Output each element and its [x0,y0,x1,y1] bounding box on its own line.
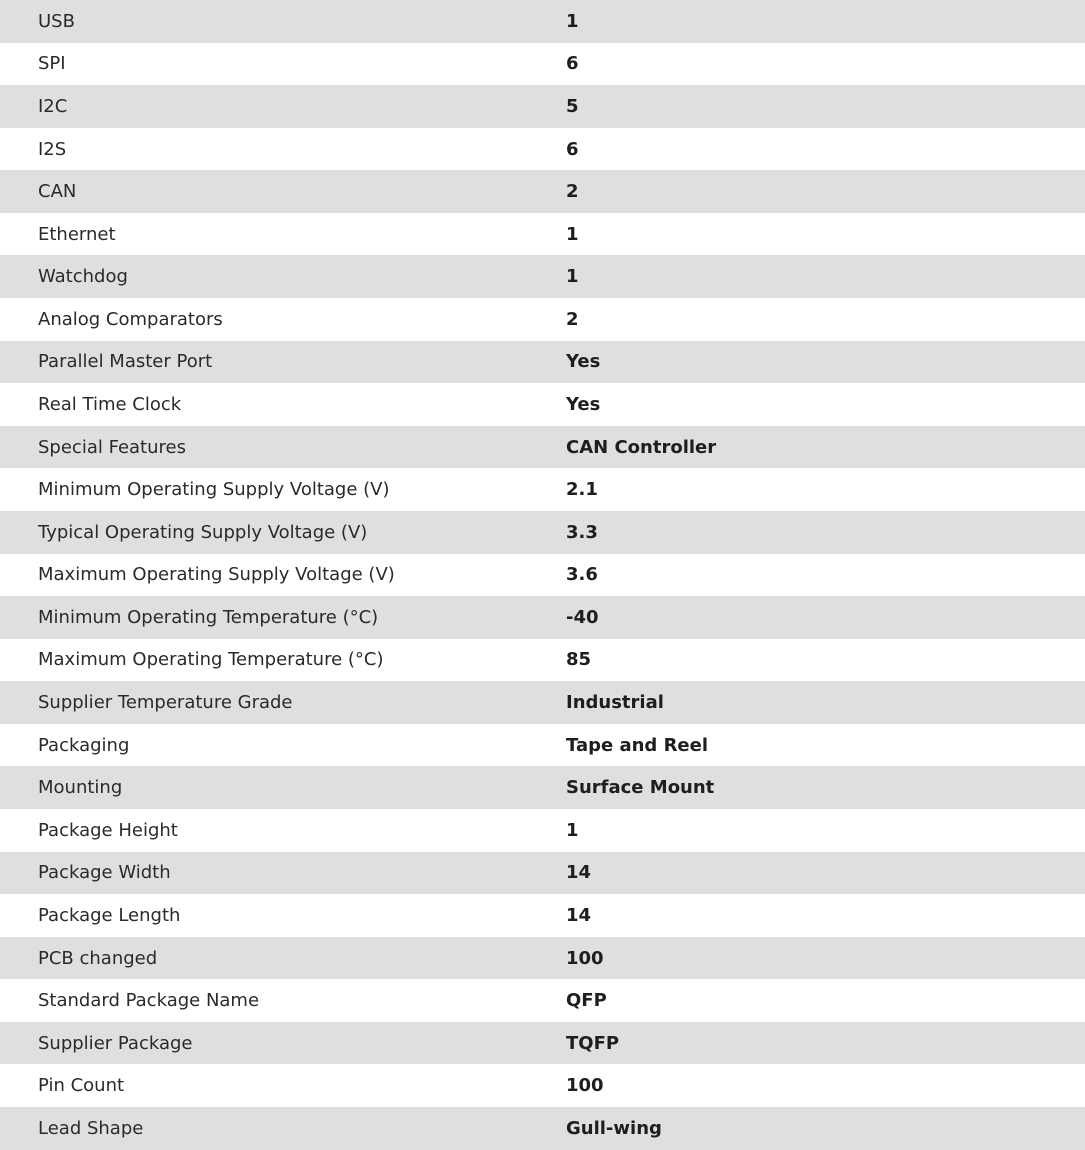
spec-label: Supplier Package [38,1032,193,1054]
spec-value: 3.3 [566,521,598,543]
spec-row-temperature-grade [0,681,1085,724]
spec-row-real-time-clock [0,383,1085,426]
spec-value: TQFP [566,1032,620,1054]
spec-row-watchdog [0,255,1085,298]
spec-value: 1 [566,223,579,245]
spec-value: 14 [566,904,592,926]
spec-value: Yes [566,351,601,373]
spec-row-special-features [0,426,1085,469]
spec-label: Mounting [38,777,123,799]
spec-value: Gull-wing [566,1117,662,1139]
spec-row-package-width [0,852,1085,895]
spec-value: Tape and Reel [566,734,709,756]
spec-label: Package Height [38,819,178,841]
spec-label: PCB changed [38,947,158,969]
spec-row-package-length [0,894,1085,937]
spec-value: 5 [566,95,579,117]
spec-value: 6 [566,53,579,75]
spec-row-can [0,170,1085,213]
spec-row-analog-comparators [0,298,1085,341]
spec-row-lead-shape [0,1107,1085,1150]
spec-label: CAN [38,181,77,203]
spec-label: I2S [38,138,67,160]
spec-label: Package Length [38,904,181,926]
spec-label: SPI [38,53,66,75]
spec-value: QFP [566,990,607,1012]
spec-row-typ-supply-voltage [0,511,1085,554]
spec-row-package-height [0,809,1085,852]
spec-value: 2.1 [566,479,598,501]
spec-label: Special Features [38,436,186,458]
spec-row-pcb-changed [0,937,1085,980]
spec-value: 1 [566,819,579,841]
spec-value: 6 [566,138,579,160]
spec-value: 100 [566,1075,604,1097]
spec-row-pin-count [0,1064,1085,1107]
spec-value: CAN Controller [566,436,717,458]
spec-label: Maximum Operating Supply Voltage (V) [38,564,395,586]
spec-value: Surface Mount [566,777,715,799]
spec-row-ethernet [0,213,1085,256]
spec-row-standard-package-name [0,979,1085,1022]
spec-label: Standard Package Name [38,990,260,1012]
spec-row-packaging [0,724,1085,767]
spec-row-i2s [0,128,1085,171]
spec-label: Real Time Clock [38,393,182,415]
spec-value: 1 [566,10,579,32]
spec-label: Package Width [38,862,171,884]
spec-row-spi [0,43,1085,86]
spec-label: Minimum Operating Temperature (°C) [38,606,379,628]
spec-label: Pin Count [38,1075,125,1097]
spec-value: Industrial [566,692,664,714]
spec-label: Analog Comparators [38,308,223,330]
spec-value: 2 [566,181,579,203]
spec-row-usb [0,0,1085,43]
spec-row-mounting [0,766,1085,809]
spec-row-max-supply-voltage [0,554,1085,597]
spec-label: USB [38,10,75,32]
spec-label: Packaging [38,734,130,756]
spec-label: Maximum Operating Temperature (°C) [38,649,384,671]
spec-label: Ethernet [38,223,116,245]
spec-value: -40 [566,606,599,628]
spec-value: 1 [566,266,579,288]
spec-label: I2C [38,95,68,117]
spec-value: 2 [566,308,579,330]
spec-value: 100 [566,947,604,969]
spec-row-min-supply-voltage [0,468,1085,511]
spec-value: 14 [566,862,592,884]
spec-label: Watchdog [38,266,128,288]
spec-label: Parallel Master Port [38,351,213,373]
spec-value: 3.6 [566,564,598,586]
spec-row-i2c [0,85,1085,128]
spec-row-supplier-package [0,1022,1085,1065]
spec-row-max-temperature [0,639,1085,682]
spec-value: 85 [566,649,592,671]
spec-value: Yes [566,393,601,415]
spec-label: Supplier Temperature Grade [38,692,293,714]
spec-row-min-temperature [0,596,1085,639]
spec-label: Lead Shape [38,1117,144,1139]
spec-label: Typical Operating Supply Voltage (V) [38,521,368,543]
spec-label: Minimum Operating Supply Voltage (V) [38,479,390,501]
spec-row-parallel-master-port [0,341,1085,384]
